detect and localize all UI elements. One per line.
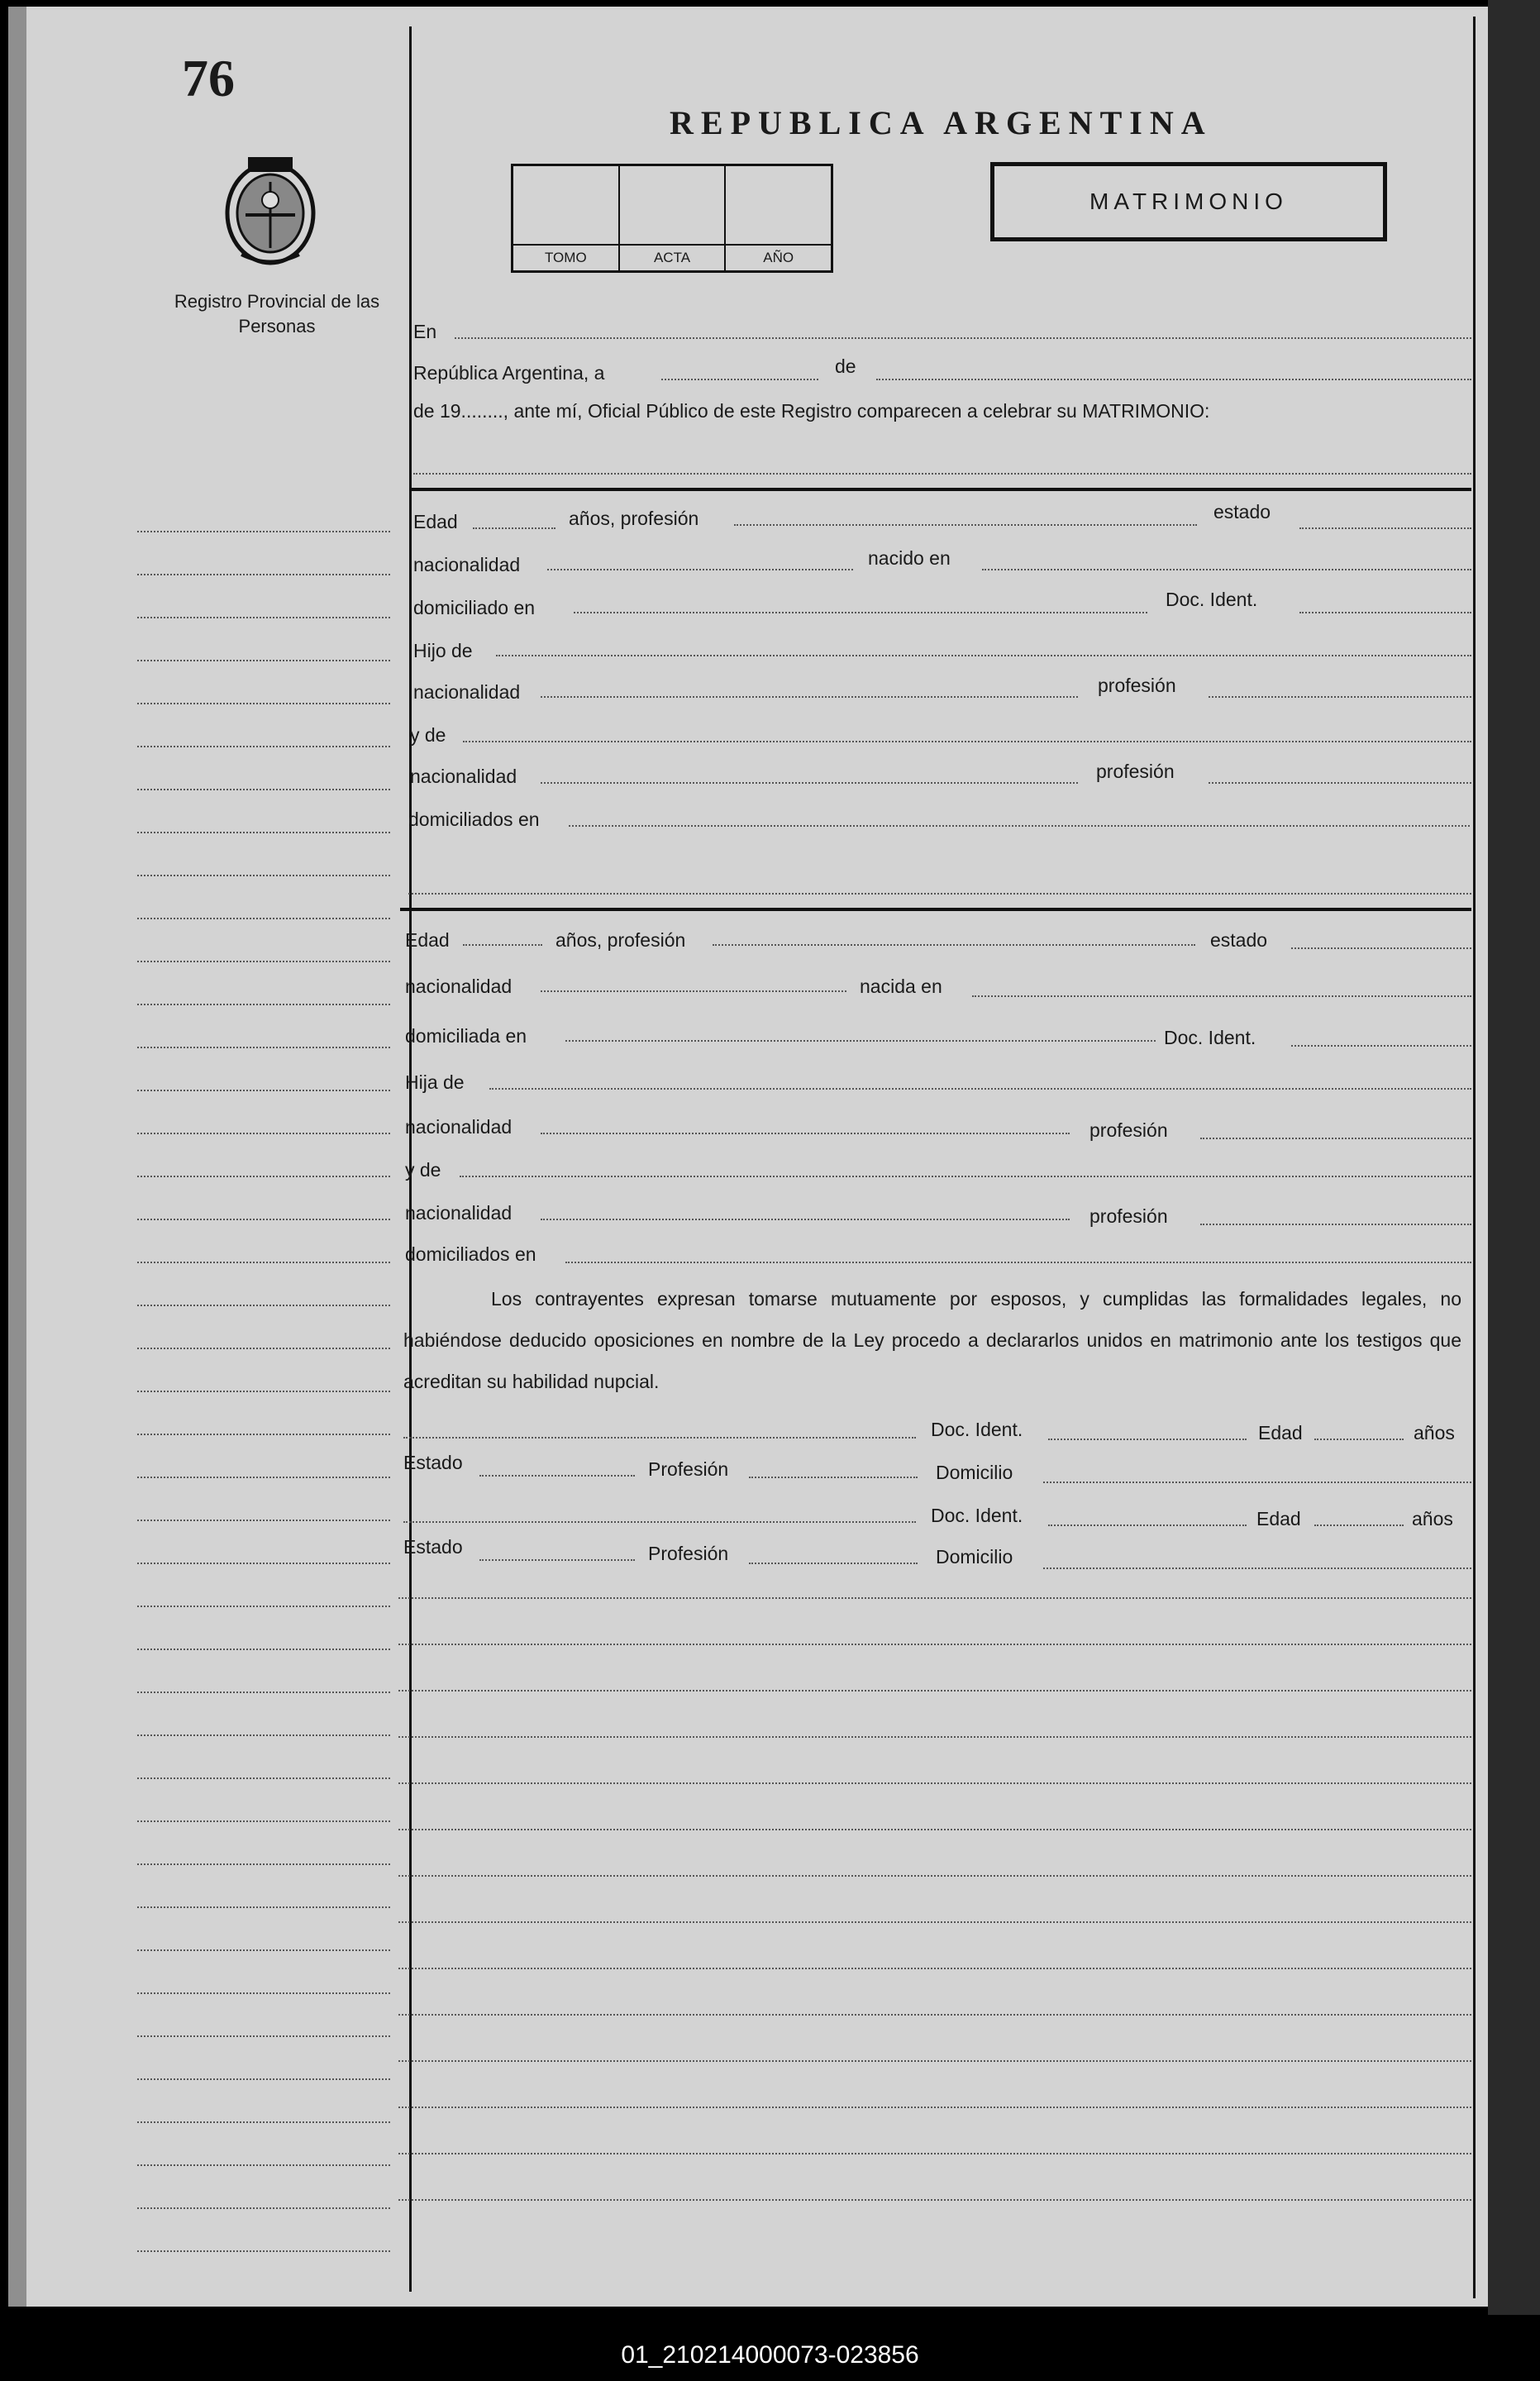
margin-line[interactable] [137, 531, 390, 532]
witness2-doc-ident: Doc. Ident. [931, 1505, 1023, 1526]
margin-line[interactable] [137, 1649, 390, 1650]
margin-line[interactable] [137, 1133, 390, 1134]
notes-line[interactable] [398, 2060, 1471, 2062]
margin-line[interactable] [137, 1262, 390, 1263]
bride-mother-profesion-field[interactable] [1200, 1224, 1471, 1225]
groom-nacionalidad-field[interactable] [547, 569, 853, 570]
margin-line[interactable] [137, 1606, 390, 1607]
groom-doc-ident: Doc. Ident. [1166, 589, 1258, 610]
coat-of-arms-seal [217, 149, 324, 269]
groom-estado: estado [1213, 501, 1271, 522]
margin-line[interactable] [137, 1992, 390, 1994]
bride-father-profesion: profesión [1089, 1119, 1168, 1141]
groom-y-de: y de [410, 724, 446, 746]
groom-estado-field[interactable] [1299, 527, 1471, 529]
tomo-acta-ano-boxes [511, 164, 833, 273]
groom-parents-domicilio-field[interactable] [569, 825, 1470, 827]
witness1-estado-field[interactable] [479, 1475, 635, 1477]
margin-line[interactable] [137, 2207, 390, 2209]
bride-father-field[interactable] [489, 1088, 1471, 1090]
acta-box[interactable]: ACTA [620, 166, 727, 270]
groom-domiciliado-en: domiciliado en [413, 597, 536, 618]
witness2-profesion-field[interactable] [749, 1563, 918, 1564]
groom-mother-nacionalidad-field[interactable] [541, 782, 1078, 784]
witness1-name-field[interactable] [403, 1437, 916, 1439]
bride-nacida-en: nacida en [860, 976, 942, 997]
witness2-domicilio-field[interactable] [1043, 1567, 1471, 1569]
witness2-estado-field[interactable] [479, 1559, 635, 1561]
groom-nacido-field[interactable] [982, 569, 1471, 570]
margin-line[interactable] [137, 1520, 390, 1521]
groom-mother-field[interactable] [463, 741, 1471, 742]
bride-estado: estado [1210, 929, 1268, 951]
bride-anos-profesion: años, profesión [555, 929, 686, 951]
notes-line[interactable] [398, 1829, 1471, 1830]
margin-line[interactable] [137, 1692, 390, 1693]
margin-line[interactable] [137, 2164, 390, 2166]
witness2-profesion: Profesión [648, 1543, 729, 1564]
groom-extra-line[interactable] [408, 893, 1471, 895]
groom-profesion-field[interactable] [734, 524, 1197, 526]
margin-line[interactable] [137, 1949, 390, 1951]
margin-line[interactable] [137, 660, 390, 661]
label-republica: República Argentina, a [413, 362, 605, 384]
groom-father-profesion: profesión [1098, 675, 1176, 696]
field-day[interactable] [661, 379, 818, 380]
margin-line[interactable] [137, 1477, 390, 1478]
groom-anos-profesion: años, profesión [569, 508, 699, 529]
margin-line[interactable] [137, 789, 390, 790]
notes-line[interactable] [398, 2107, 1471, 2108]
witness2-edad-field[interactable] [1314, 1525, 1404, 1526]
bride-father-nacionalidad: nacionalidad [405, 1116, 513, 1138]
bride-nacionalidad: nacionalidad [405, 976, 513, 997]
margin-line[interactable] [137, 1305, 390, 1306]
groom-edad-field[interactable] [473, 527, 555, 529]
groom-edad: Edad [413, 511, 458, 532]
bride-mother-field[interactable] [460, 1176, 1471, 1177]
witness1-doc-ident: Doc. Ident. [931, 1419, 1023, 1440]
groom-father-nacionalidad-field[interactable] [541, 696, 1078, 698]
register-page [8, 7, 1506, 2307]
margin-line[interactable] [137, 1348, 390, 1349]
witness2-domicilio: Domicilio [936, 1546, 1013, 1567]
page-number: 76 [182, 49, 235, 107]
bride-mother-profesion: profesión [1089, 1205, 1168, 1227]
margin-line[interactable] [137, 703, 390, 704]
margin-line[interactable] [137, 1090, 390, 1091]
margin-line[interactable] [137, 1047, 390, 1048]
margin-line[interactable] [137, 875, 390, 876]
bride-domiciliados-en: domiciliados en [405, 1243, 536, 1265]
tomo-box[interactable]: TOMO [513, 166, 620, 270]
notes-line[interactable] [398, 2153, 1471, 2154]
margin-line[interactable] [137, 1563, 390, 1564]
bride-y-de: y de [405, 1159, 441, 1181]
witness2-edad: Edad [1256, 1508, 1301, 1529]
margin-line[interactable] [137, 2250, 390, 2252]
label-en: En [413, 321, 437, 342]
book-binding [1488, 0, 1540, 2315]
notes-line[interactable] [398, 1644, 1471, 1645]
groom-mother-profesion-field[interactable] [1209, 782, 1471, 784]
country-title: REPUBLICA ARGENTINA [670, 104, 1213, 141]
margin-line[interactable] [137, 1820, 390, 1822]
bride-father-nacionalidad-field[interactable] [541, 1133, 1070, 1134]
margin-line[interactable] [137, 961, 390, 962]
registry-name: Registro Provincial de las Personas [174, 291, 380, 336]
margin-line[interactable] [137, 918, 390, 919]
groom-nacido-en: nacido en [868, 547, 951, 569]
ano-box[interactable]: AÑO [726, 166, 831, 270]
right-border-line [1473, 17, 1476, 2298]
bride-domiciliada-en: domiciliada en [405, 1025, 527, 1047]
groom-domicilio-field[interactable] [574, 612, 1147, 613]
margin-line[interactable] [137, 746, 390, 747]
margin-line[interactable] [137, 2078, 390, 2080]
section-divider-2 [400, 908, 1471, 911]
bride-estado-field[interactable] [1291, 947, 1471, 949]
witness1-doc-field[interactable] [1048, 1439, 1247, 1440]
witness1-profesion: Profesión [648, 1458, 729, 1480]
bride-parents-domicilio-field[interactable] [565, 1262, 1471, 1263]
label-de: de [835, 355, 856, 377]
margin-line[interactable] [137, 2121, 390, 2123]
bride-mother-nacionalidad: nacionalidad [405, 1202, 513, 1224]
bride-edad: Edad [405, 929, 450, 951]
margin-line[interactable] [137, 1391, 390, 1392]
bride-domicilio-field[interactable] [565, 1040, 1156, 1042]
groom-hijo-de: Hijo de [413, 640, 473, 661]
groom-father-nacionalidad: nacionalidad [413, 681, 521, 703]
notes-line[interactable] [398, 2199, 1471, 2201]
margin-line[interactable] [137, 1004, 390, 1005]
groom-father-field[interactable] [496, 655, 1471, 656]
notes-line[interactable] [398, 1736, 1471, 1738]
witness2-name-field[interactable] [403, 1521, 916, 1523]
notes-line[interactable] [398, 2014, 1471, 2016]
document-type-box: MATRIMONIO [990, 162, 1387, 241]
notes-line[interactable] [398, 1968, 1471, 1969]
intro-line3: de 19........, ante mí, Oficial Público de este Registro comparecen a celebrar su MATRIMONIO: [413, 400, 1210, 422]
field-month[interactable] [876, 379, 1471, 380]
witness2-anos: años [1412, 1508, 1453, 1529]
bride-doc-field[interactable] [1291, 1045, 1471, 1047]
margin-line[interactable] [137, 832, 390, 833]
margin-line[interactable] [137, 1906, 390, 1908]
witness1-domicilio: Domicilio [936, 1462, 1013, 1483]
notes-line[interactable] [398, 1597, 1471, 1599]
bride-profesion-field[interactable] [713, 944, 1195, 946]
margin-line[interactable] [137, 1777, 390, 1779]
witness2-estado: Estado [403, 1536, 463, 1558]
margin-line[interactable] [137, 1734, 390, 1736]
image-identifier: 01_210214000073-023856 [621, 2341, 919, 2369]
witness1-estado: Estado [403, 1452, 463, 1473]
witness2-doc-field[interactable] [1048, 1525, 1247, 1526]
field-intro-extra[interactable] [413, 473, 1471, 475]
groom-domiciliados-en: domiciliados en [408, 809, 540, 830]
witness1-edad-field[interactable] [1314, 1439, 1404, 1440]
groom-mother-nacionalidad: nacionalidad [410, 766, 517, 787]
bride-doc-ident: Doc. Ident. [1164, 1027, 1256, 1048]
margin-line[interactable] [137, 617, 390, 618]
declaration-paragraph: Los contrayentes expresan tomarse mutuamente por esposos, y cumplidas las formalidades legales, no habiéndose deducido oposiciones en nombre de la Ley procedo a declararlos unidos en matrimonio ante los testigos que acreditan su habilidad nupcial. [403, 1288, 1461, 1392]
field-en[interactable] [455, 337, 1471, 339]
bride-nacida-field[interactable] [972, 995, 1471, 997]
margin-line[interactable] [137, 574, 390, 575]
section-divider-1 [410, 488, 1471, 491]
notes-line[interactable] [398, 1782, 1471, 1784]
bride-hija-de: Hija de [405, 1071, 465, 1093]
notes-line[interactable] [398, 1690, 1471, 1692]
margin-line[interactable] [137, 1176, 390, 1177]
witness1-domicilio-field[interactable] [1043, 1482, 1471, 1483]
margin-line[interactable] [137, 1434, 390, 1435]
bride-mother-nacionalidad-field[interactable] [541, 1219, 1070, 1220]
bride-father-profesion-field[interactable] [1200, 1138, 1471, 1139]
margin-line[interactable] [137, 2035, 390, 2037]
witness1-profesion-field[interactable] [749, 1477, 918, 1478]
witness1-edad: Edad [1258, 1422, 1303, 1443]
margin-line[interactable] [137, 1219, 390, 1220]
groom-mother-profesion: profesión [1096, 761, 1175, 782]
groom-father-profesion-field[interactable] [1209, 696, 1471, 698]
bride-nacionalidad-field[interactable] [541, 990, 846, 992]
groom-doc-field[interactable] [1299, 612, 1471, 613]
groom-nacionalidad: nacionalidad [413, 554, 521, 575]
bride-edad-field[interactable] [463, 944, 542, 946]
witness1-anos: años [1414, 1422, 1455, 1443]
notes-line[interactable] [398, 1921, 1471, 1923]
margin-line[interactable] [137, 1863, 390, 1865]
notes-line[interactable] [398, 1875, 1471, 1877]
